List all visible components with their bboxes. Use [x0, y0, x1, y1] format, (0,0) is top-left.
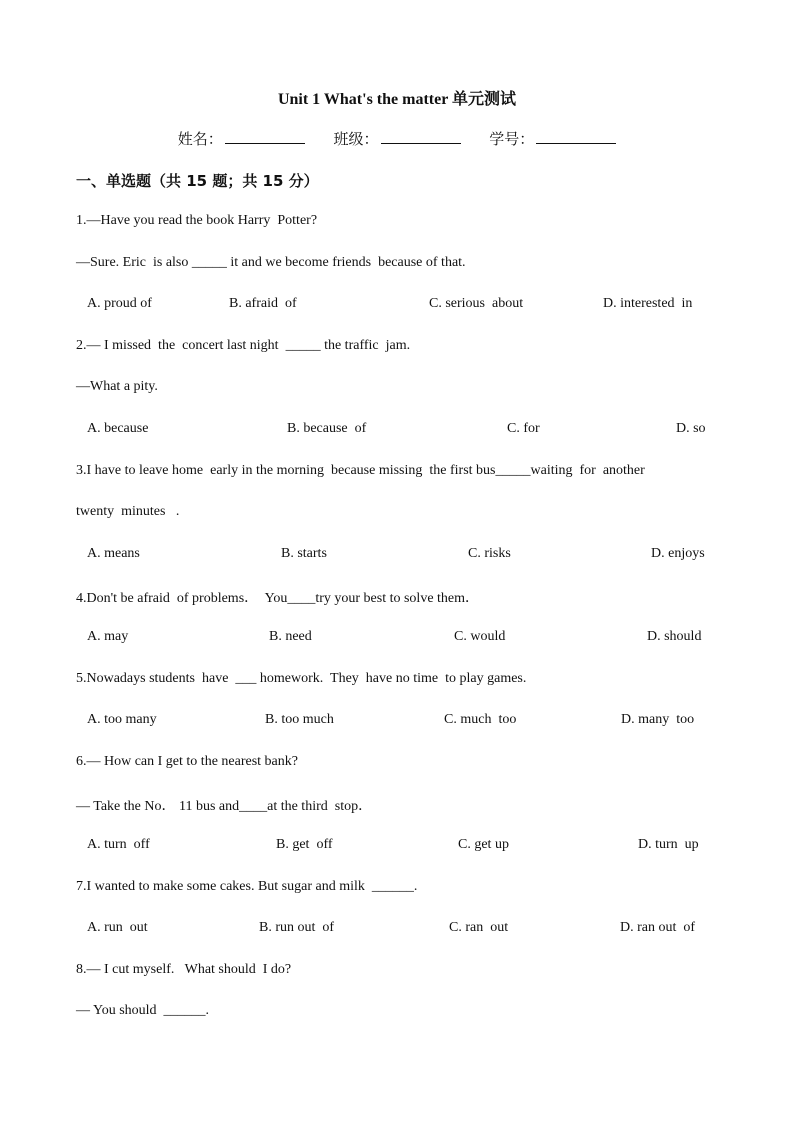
question-6-option-d: D. turn up — [638, 837, 699, 852]
question-2-option-c: C. for — [507, 421, 540, 436]
question-3-option-c: C. risks — [468, 546, 511, 561]
question-4-option-b: B. need — [269, 629, 312, 644]
question-7-option-c: C. ran out — [449, 920, 509, 935]
question-2-option-d: D. so — [676, 421, 706, 436]
question-6-option-b: B. get off — [276, 837, 333, 852]
question-5-line-1: 5.Nowadays students have ___ homework. They have no time to play games. — [76, 671, 527, 686]
question-1-option-c: C. serious about — [429, 296, 524, 311]
title-chinese: 单元测试 — [452, 89, 517, 108]
question-7-option-d: D. ran out of — [620, 920, 696, 935]
question-6-option-c: C. get up — [458, 837, 509, 852]
student-id-label: 学号： — [489, 130, 535, 148]
class-blank — [381, 129, 461, 144]
question-6-line-1: 6.— How can I get to the nearest bank? — [76, 754, 298, 769]
question-3-option-a: A. means — [87, 546, 140, 561]
class-field — [333, 130, 465, 148]
question-8-line-1: 8.— I cut myself. What should I do? — [76, 962, 292, 977]
question-4-option-c: C. would — [454, 629, 506, 644]
question-6-line-2: — Take the No． 11 bus and____at the third stop． — [76, 799, 373, 814]
question-1-line-1: 1.—Have you read the book Harry Potter? — [76, 213, 318, 228]
question-4-option-d: D. should — [647, 629, 702, 644]
student-id-blank — [536, 129, 616, 144]
name-blank — [225, 129, 305, 144]
question-1-option-d: D. interested in — [603, 296, 693, 311]
name-field — [178, 130, 310, 148]
question-7-option-a: A. run out — [87, 920, 148, 935]
question-5-option-b: B. too much — [265, 712, 334, 727]
question-5-option-c: C. much too — [444, 712, 517, 727]
question-1-option-b: B. afraid of — [229, 296, 297, 311]
question-2-option-b: B. because of — [287, 421, 367, 436]
question-2-line-1: 2.— I missed the concert last night _____ the traffic jam. — [76, 338, 411, 353]
name-label: 姓名： — [177, 130, 223, 148]
question-5-option-d: D. many too — [621, 712, 695, 727]
student-info-row — [0, 128, 794, 149]
question-7-line-1: 7.I wanted to make some cakes. But sugar and milk ______. — [76, 879, 418, 894]
student-id-field — [489, 130, 616, 148]
question-3-option-b: B. starts — [281, 546, 327, 561]
question-4-line-1: 4.Don't be afraid of problems． You____try your best to solve them． — [76, 591, 480, 606]
question-1-line-2: —Sure. Eric is also _____ it and we become friends because of that. — [76, 255, 466, 270]
question-6-option-a: A. turn off — [87, 837, 150, 852]
question-2-option-a: A. because — [87, 421, 149, 436]
question-5-option-a: A. too many — [87, 712, 157, 727]
question-3-line-1: 3.I have to leave home early in the morning because missing the first bus_____waiting for another — [76, 463, 645, 478]
question-4-option-a: A. may — [87, 629, 129, 644]
question-7-option-b: B. run out of — [259, 920, 335, 935]
question-3-option-d: D. enjoys — [651, 546, 705, 561]
question-2-line-2: —What a pity. — [76, 379, 158, 394]
page-title — [0, 86, 794, 109]
class-label: 班级： — [333, 130, 379, 148]
section-heading: 一、单选题（共 15 题；共 15 分） — [76, 172, 319, 190]
question-3-line-2: twenty minutes . — [76, 504, 180, 519]
question-8-line-2: — You should ______. — [76, 1003, 210, 1018]
title-english: Unit 1 What's the matter — [277, 91, 449, 108]
question-1-option-a: A. proud of — [87, 296, 152, 311]
